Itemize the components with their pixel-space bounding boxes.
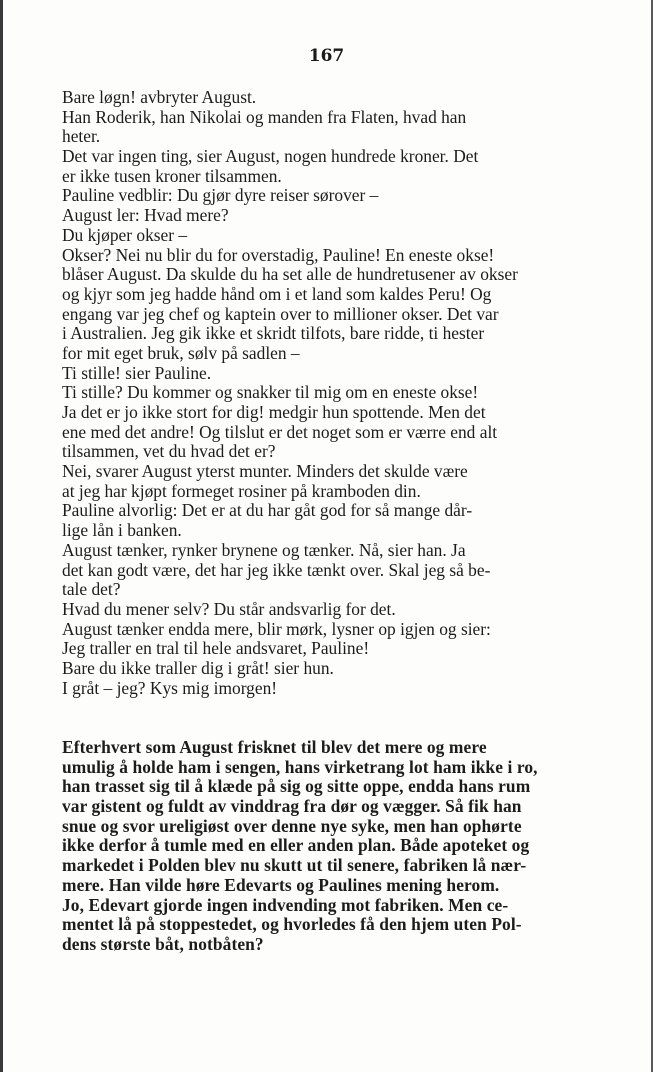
text-line: Nei, svarer August yterst munter. Minders det skulde være	[62, 461, 468, 482]
text-line: han trasset sig til å klæde på sig og sitte oppe, endda hans rum	[62, 776, 531, 797]
text-line: for mit eget bruk, sølv på sadlen –	[62, 342, 300, 363]
text-line: heter.	[62, 126, 101, 147]
text-line: snue og svor ureligiøst over denne nye syke, men han ophørte	[62, 815, 522, 836]
text-line: Okser? Nei nu blir du for overstadig, Pauline! En eneste okse!	[62, 244, 495, 265]
narrative-section	[62, 738, 582, 955]
text-line: umulig å holde ham i sengen, hans virketrang lot ham ikke i ro,	[62, 756, 538, 777]
text-line: mere. Han vilde høre Edevarts og Paulines mening herom.	[62, 874, 500, 895]
text-line: Ja det er jo ikke stort for dig! medgir hun spottende. Men det	[62, 402, 486, 422]
text-line: er ikke tusen kroner tilsammen.	[62, 165, 282, 186]
text-line: Jo, Edevart gjorde ingen indvending mot fabriken. Men ce-	[62, 894, 509, 915]
text-line: Pauline vedblir: Du gjør dyre reiser sørover –	[62, 185, 379, 206]
text-line: at jeg har kjøpt formeget rosiner på kramboden din.	[62, 480, 421, 501]
text-line: Pauline alvorlig: Det er at du har gåt god for så mange dår-	[62, 500, 473, 521]
text-line: ene med det andre! Og tilslut er det noget som er værre end alt	[62, 421, 498, 442]
text-line: Bare du ikke traller dig i gråt! sier hun.	[62, 657, 334, 678]
text-line: det kan godt være, det har jeg ikke tænkt over. Skal jeg så be-	[62, 559, 491, 580]
page-number: 167	[308, 46, 345, 66]
text-line: Efterhvert som August frisknet til blev det mere og mere	[62, 737, 487, 757]
page-edge-left	[0, 0, 3, 1072]
text-line: tale det?	[62, 579, 121, 600]
text-line: ikke derfor å tumle med en eller anden plan. Både apoteket og	[62, 835, 530, 856]
text-line: var gistent og fuldt av vinddrag fra dør og vægger. Så fik han	[62, 796, 522, 817]
text-line: I gråt – jeg? Kys mig imorgen!	[62, 677, 278, 698]
dialogue-section	[62, 88, 582, 698]
text-line: mentet lå på stoppestedet, og hvorledes få den hjem uten Pol-	[62, 914, 522, 935]
text-line: markedet i Polden blev nu skutt ut til senere, fabriken lå nær-	[62, 855, 527, 876]
text-line: Jeg traller en tral til hele andsvaret, Pauline!	[62, 638, 370, 659]
text-line: Hvad du mener selv? Du står andsvarlig for det.	[62, 598, 396, 619]
text-line: Du kjøper okser –	[62, 224, 188, 245]
text-line: dens største båt, notbåten?	[62, 933, 264, 954]
text-line: August ler: Hvad mere?	[62, 205, 229, 226]
text-line: Han Roderik, han Nikolai og manden fra Flaten, hvad han	[62, 106, 467, 127]
text-line: Ti stille! sier Pauline.	[62, 362, 212, 383]
text-line: lige lån i banken.	[62, 520, 182, 541]
text-line: August tænker, rynker brynene og tænker. Nå, sier han. Ja	[62, 539, 466, 560]
text-line: Det var ingen ting, sier August, nogen hundrede kroner. Det	[62, 146, 479, 167]
text-line: Bare løgn! avbryter August.	[62, 87, 257, 107]
text-line: i Australien. Jeg gik ikke et skridt tilfots, bare ridde, ti hester	[62, 323, 485, 344]
text-line: tilsammen, vet du hvad det er?	[62, 441, 276, 462]
text-line: Ti stille? Du kommer og snakker til mig om en eneste okse!	[62, 382, 479, 403]
text-line: August tænker endda mere, blir mørk, lysner op igjen og sier:	[62, 618, 491, 639]
text-line: engang var jeg chef og kaptein over to millioner okser. Det var	[62, 303, 499, 324]
text-line: og kjyr som jeg hadde hånd om i et land som kaldes Peru! Og	[62, 283, 492, 304]
text-line: blåser August. Da skulde du ha set alle de hundretusener av okser	[62, 264, 518, 285]
